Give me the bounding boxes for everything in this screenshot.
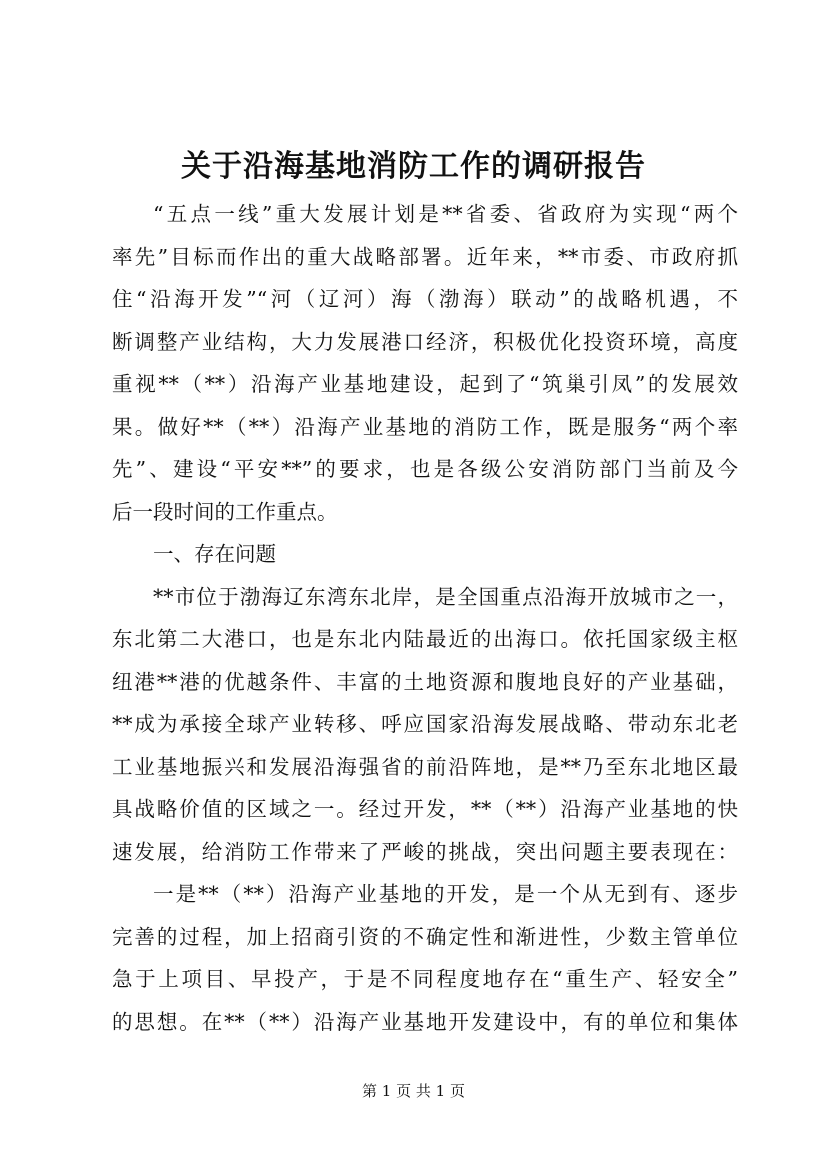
paragraph-line: 先”、建设“平安**”的要求，也是各级公安消防部门当前及今: [112, 457, 738, 481]
paragraph-line: 纽港**港的优越条件、丰富的土地资源和腹地良好的产业基础，: [112, 669, 738, 694]
page-number-footer: 第 1 页 共 1 页: [362, 1082, 465, 1100]
paragraph-line: **市位于渤海辽东湾东北岸，是全国重点沿海开放城市之一，: [153, 584, 738, 609]
paragraph-line: 具战略价值的区域之一。经过开发，**（**）沿海产业基地的快: [112, 797, 738, 821]
paragraph-line: 后一段时间的工作重点。: [112, 499, 338, 524]
paragraph-line: 工业基地振兴和发展沿海强省的前沿阵地，是**乃至东北地区最: [112, 754, 738, 779]
section-heading: 一、存在问题: [153, 542, 276, 566]
paragraph-line: “五点一线”重大发展计划是**省委、省政府为实现“两个: [153, 202, 738, 226]
paragraph-line: 一是**（**）沿海产业基地的开发，是一个从无到有、逐步: [153, 882, 738, 906]
paragraph-line: 重视**（**）沿海产业基地建设，起到了“筑巢引凤”的发展效: [112, 372, 738, 396]
page-title: 关于沿海基地消防工作的调研报告: [181, 149, 646, 184]
paragraph-line: **成为承接全球产业转移、呼应国家沿海发展战略、带动东北老: [112, 712, 738, 736]
paragraph-line: 率先”目标而作出的重大战略部署。近年来，**市委、市政府抓: [112, 244, 738, 269]
paragraph-line: 住“沿海开发”“河（辽河）海（渤海）联动”的战略机遇，不: [112, 287, 738, 311]
paragraph-line: 急于上项目、早投产，于是不同程度地存在“重生产、轻安全”: [112, 967, 738, 991]
paragraph-line: 的思想。在**（**）沿海产业基地开发建设中，有的单位和集体: [112, 1009, 738, 1034]
document-body: [112, 193, 738, 1043]
paragraph-line: 速发展，给消防工作带来了严峻的挑战，突出问题主要表现在：: [112, 839, 738, 864]
paragraph-line: 果。做好**（**）沿海产业基地的消防工作，既是服务“两个率: [112, 414, 738, 439]
paragraph-line: 东北第二大港口，也是东北内陆最近的出海口。依托国家级主枢: [112, 627, 738, 651]
paragraph-line: 断调整产业结构，大力发展港口经济，积极优化投资环境，高度: [112, 329, 738, 354]
paragraph-line: 完善的过程，加上招商引资的不确定性和渐进性，少数主管单位: [112, 924, 738, 949]
